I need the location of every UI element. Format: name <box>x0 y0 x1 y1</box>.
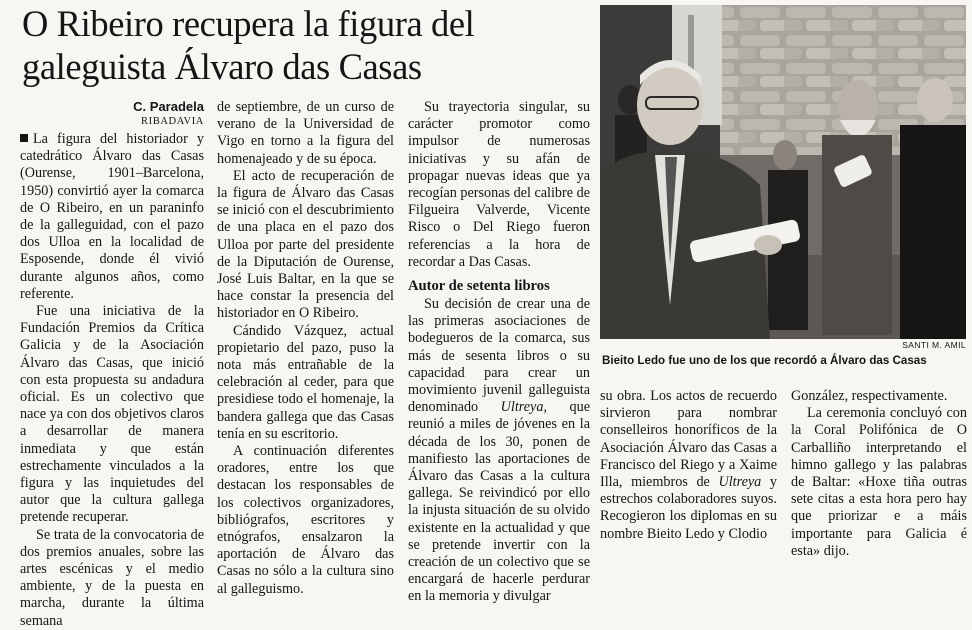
subheading: Autor de setenta libros <box>408 278 550 295</box>
paragraph: González, respectivamente. <box>791 388 948 404</box>
paragraph: su obra. Los actos de recuerdo sirvieron para nombrar conselleiros honoríficos de la Asociación Álvaro das Casas a Francisco del Riego y a Xaime Illa, miembros de Ultreya y estrechos colaboradores suyos. Recogieron los diplomas en su nombre Bieito Ledo y Clodio <box>600 388 777 542</box>
photo-caption: Bieito Ledo fue uno de los que recordó a Álvaro das Casas <box>602 354 927 367</box>
square-bullet-icon <box>20 134 28 142</box>
paragraph: Se trata de la convocatoria de dos premios anuales, sobre las artes escénicas y el medio ambiente, y de la puesta en marcha, durante la última semana <box>20 526 204 629</box>
headline: O Ribeiro recupera la figura del galeguista Álvaro das Casas <box>22 3 475 87</box>
paragraph: A continuación diferentes oradores, entre los que destacan los responsables de los colectivos organizadores, bibliógrafos, escritores y etnógrafos, ensalzaron la aportación de Álvaro das Casas no sólo a la cultura sino al galleguismo. <box>217 443 394 597</box>
paragraph: La figura del historiador y catedrático Álvaro das Casas (Ourense, 1901–Barcelona, 1950) convirtió ayer la comarca de O Ribeiro, en un paraninfo de la galleguidad, con el pazo dos Ulloa en la localidad de Esposende, donde él vivió durante algunos años, como referente. <box>20 131 204 302</box>
paragraph: Fue una iniciativa de la Fundación Premios da Crítica Galicia y de la Asociación Álvaro das Casas, que inició con esta propuesta su andadura oficial. Es un colectivo que nace ya con dos objetivos claros a desarrollar de manera inmediata y que están estrechamente vinculados a la figura y las inquietudes del autor que la cultura gallega pretende recuperar. <box>20 303 204 526</box>
paragraph: Su decisión de crear una de las primeras asociaciones de bodegueros de la comarca, sus más de sesenta libros o su capacidad para crear un movimiento juvenil galleguista denominado Ultreya, que reunió a miles de jóvenes en la década de los 30, ponen de manifiesto las aportaciones de Álvaro das Casas a la cultura gallega. Se reivindicó por ello la injusta situación de su olvido existente en la actualidad y que se pretende invertir con la creación de un colectivo que se encargará de hacerle perdurar en la memoria y divulgar <box>408 296 590 605</box>
article-column-1 <box>20 99 204 630</box>
dateline-place: RIBADAVIA <box>141 116 204 127</box>
article-column-5 <box>791 388 967 560</box>
news-photo <box>600 5 966 339</box>
ceremony-photo-illustration <box>600 5 966 339</box>
paragraph: Su trayectoria singular, su carácter promotor como impulsor de numerosas iniciativas y su afán de propagar nuevas ideas que ya recogían personas del calibre de Filgueira Valverde, Vicente Risco o Del Riego fueron referencias a la hora de recordar a Das Casas. <box>408 99 590 270</box>
byline: C. Paradela <box>133 99 204 114</box>
article-column-3 <box>408 99 590 606</box>
article-column-4 <box>600 388 777 543</box>
paragraph: Cándido Vázquez, actual propietario del pazo, puso la nota más entrañable de la celebración al ceder, para que presidiese todo el homenaje, la bandera gallega que das Casas tenía en su escritorio. <box>217 322 394 442</box>
photo-credit: SANTI M. AMIL <box>902 340 966 350</box>
paragraph: La ceremonia concluyó con la Coral Polifónica de O Carballiño interpretando el himno gallego y las palabras de Baltar: «Hoxe tiña outras sete citas a esta hora pero hay que priorizar e a máis importante para Galicia é esta» dijo. <box>791 405 967 559</box>
paragraph: El acto de recuperación de la figura de Álvaro das Casas se inició con el descubrimiento de una placa en el pazo dos Ulloa por parte del presidente de la Diputación de Ourense, José Luis Baltar, en la que se hace constar la presencia del historiador en O Ribeiro. <box>217 167 394 322</box>
paragraph: de septiembre, de un curso de verano de la Universidad de Vigo en torno a la figura del homenajeado y de su época. <box>217 99 394 167</box>
article-column-2 <box>217 99 394 598</box>
